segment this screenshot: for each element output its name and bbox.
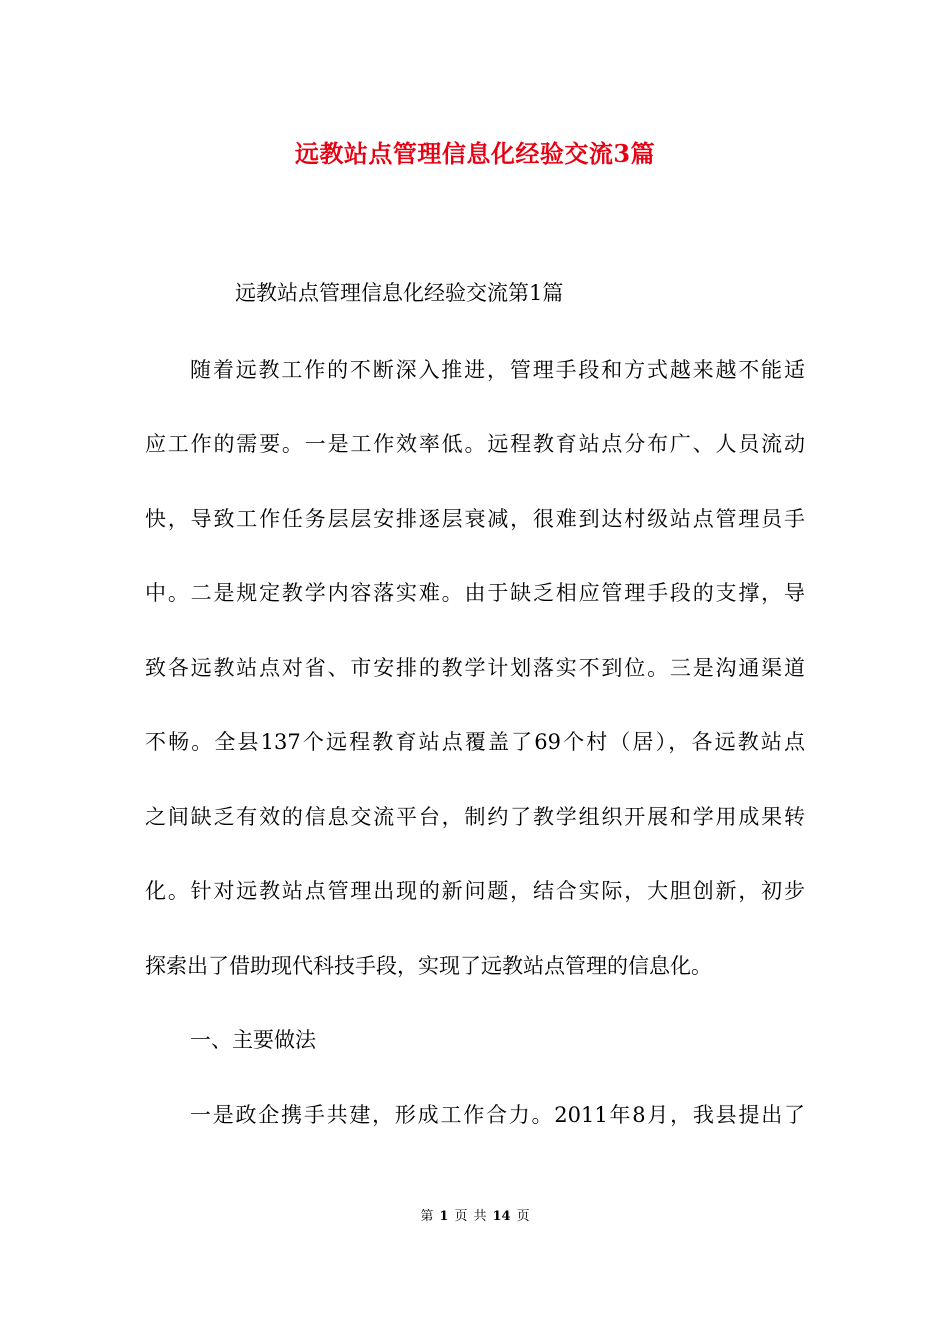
- paragraph-line: 中。二是规定教学内容落实难。由于缺乏相应管理手段的支撑，导: [145, 581, 805, 605]
- paragraph-line: 随着远教工作的不断深入推进，管理手段和方式越来越不能适: [190, 358, 805, 382]
- page-footer: [0, 1207, 950, 1227]
- paragraph-line: 一是政企携手共建，形成工作合力。2011年8月，我县提出了: [190, 1103, 805, 1127]
- document-title: 远教站点管理信息化经验交流3篇: [294, 139, 656, 168]
- current-page-number: 1: [439, 1209, 449, 1224]
- subheading: 一、主要做法: [190, 1028, 316, 1052]
- paragraph-line: 探索出了借助现代科技手段，实现了远教站点管理的信息化。: [145, 954, 712, 978]
- footer-suffix: 页: [516, 1209, 530, 1224]
- section-heading: 远教站点管理信息化经验交流第1篇: [235, 281, 564, 305]
- paragraph-line: 之间缺乏有效的信息交流平台，制约了教学组织开展和学用成果转: [145, 805, 805, 829]
- footer-prefix: 第: [420, 1209, 434, 1224]
- footer-mid1: 页: [454, 1209, 468, 1224]
- paragraph-line: 不畅。全县137个远程教育站点覆盖了69个村（居），各远教站点: [145, 730, 805, 754]
- paragraph-line: 应工作的需要。一是工作效率低。远程教育站点分布广、人员流动: [145, 432, 805, 456]
- paragraph-line: 快，导致工作任务层层安排逐层衰减，很难到达村级站点管理员手: [145, 507, 805, 531]
- paragraph-line: 致各远教站点对省、市安排的教学计划落实不到位。三是沟通渠道: [145, 656, 805, 680]
- total-pages-number: 14: [492, 1209, 511, 1224]
- footer-mid2: 共: [473, 1209, 487, 1224]
- paragraph-line: 化。针对远教站点管理出现的新问题，结合实际，大胆创新，初步: [145, 879, 805, 903]
